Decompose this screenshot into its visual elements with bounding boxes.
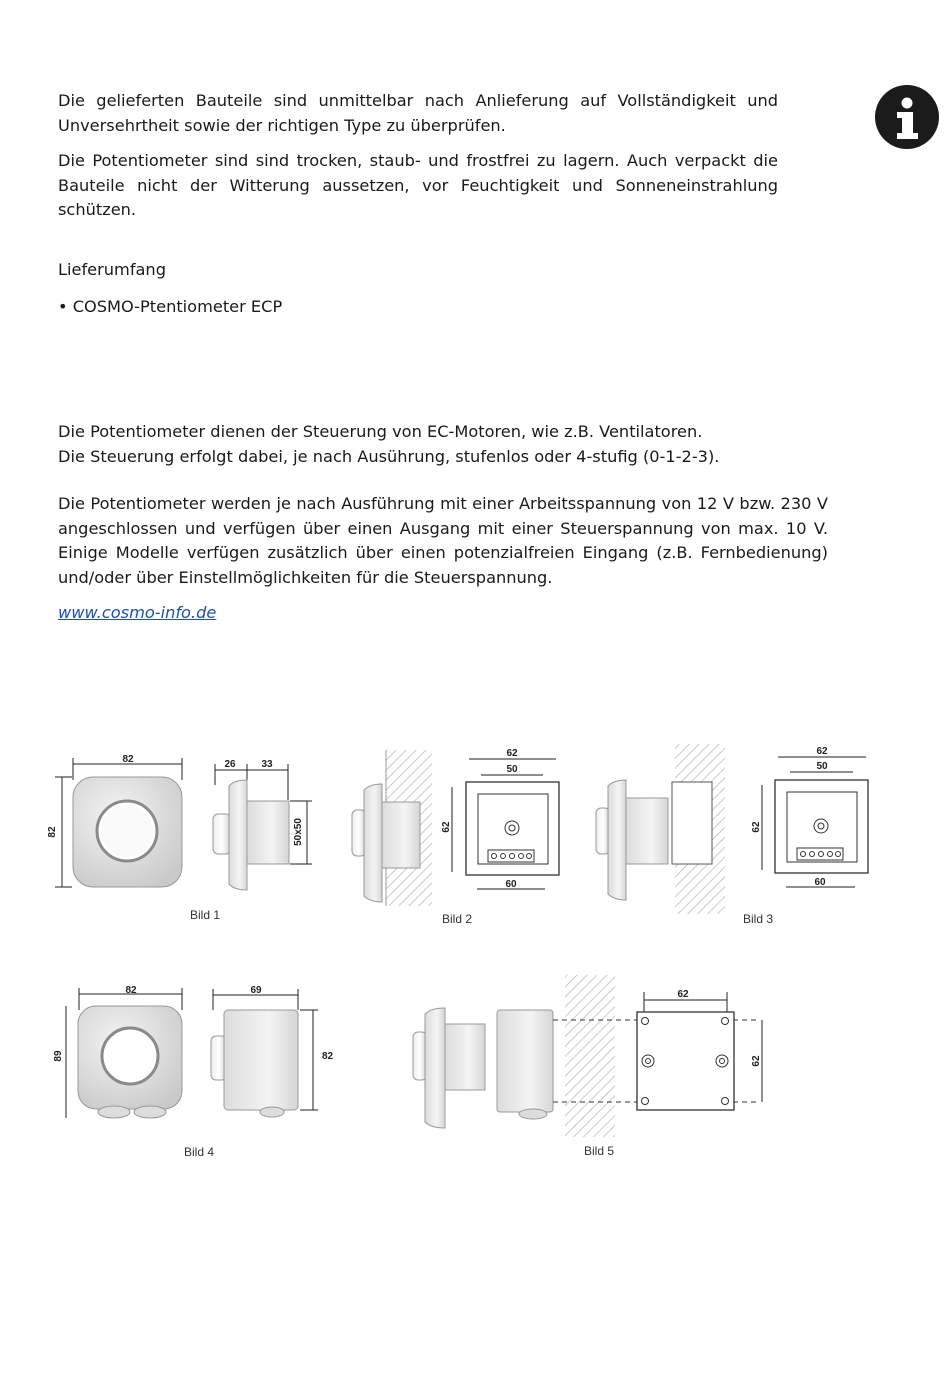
dim-bild4-height: 89: [53, 1050, 64, 1062]
caption-bild-4: Bild 4: [183, 1145, 215, 1159]
dim-bild5-width: 62: [677, 989, 689, 1000]
dim-bild3-outer: 62: [816, 746, 828, 757]
dim-bild2-inner: 50: [506, 764, 518, 775]
dim-bild1-height: 82: [47, 826, 58, 838]
paragraph-specifications: Die Potentiometer werden je nach Ausführung mit einer Arbeitsspannung von 12 V bzw. 230 V angeschlossen und verfügen über einen Ausgang mit einer Steuerspannung von max. 10 V. Einige Modelle verfügen zusätzlich über einen potenzialfreien Eingang (z.B. Fernbedienung) und/oder über Einstellmöglichkeiten für die Steuerspannung.: [58, 494, 828, 587]
dim-bild1-width: 82: [122, 754, 134, 765]
dim-bild3-inner: 50: [816, 761, 828, 772]
figure-bild-1: [47, 754, 312, 922]
dimension-drawings: [0, 730, 950, 1180]
usage-line-2: Die Steuerung erfolgt dabei, je nach Ausührung, stufenlos oder 4-stufig (0-1-2-3).: [58, 446, 720, 466]
figure-bild-5: [413, 975, 762, 1158]
info-icon: [875, 85, 939, 149]
paragraph-inspection: Die gelieferten Bauteile sind unmittelbar nach Anlieferung auf Vollständigkeit und Unversehrtheit sowie der richtigen Type zu überprüfen.: [58, 91, 778, 135]
dim-bild4-width: 82: [125, 985, 137, 996]
dim-bild3-bottom: 60: [814, 877, 826, 888]
paragraph-usage: [58, 420, 778, 469]
paragraph-storage: Die Potentiometer sind sind trocken, staub- und frostfrei zu lagern. Auch verpackt die Bauteile nicht der Witterung aussetzen, vor Feuchtigkeit und Sonneneinstrahlung schützen.: [58, 151, 778, 219]
dim-bild4-depth: 69: [250, 985, 262, 996]
dim-bild1-body: 50x50: [293, 818, 304, 846]
dim-bild1-depth-back: 33: [261, 759, 273, 770]
section-heading-lieferumfang: Lieferumfang: [58, 260, 166, 279]
dim-bild4-side-height: 82: [322, 1051, 334, 1062]
caption-bild-3: Bild 3: [742, 912, 774, 926]
caption-bild-1: Bild 1: [189, 908, 221, 922]
dim-bild2-outer: 62: [506, 748, 518, 759]
caption-bild-5: Bild 5: [583, 1144, 615, 1158]
figure-bild-3: [596, 744, 868, 926]
dim-bild2-side: 62: [441, 821, 452, 833]
website-link[interactable]: www.cosmo-info.de: [58, 603, 217, 622]
dim-bild2-bottom: 60: [505, 879, 517, 890]
dim-bild3-side: 62: [751, 821, 762, 833]
caption-bild-2: Bild 2: [441, 912, 473, 926]
figure-bild-2: [352, 748, 559, 926]
dim-bild1-depth-front: 26: [224, 759, 236, 770]
list-item: • COSMO-Ptentiometer ECP: [58, 297, 283, 316]
dim-bild5-height: 62: [751, 1055, 762, 1067]
usage-line-1: Die Potentiometer dienen der Steuerung von EC-Motoren, wie z.B. Ventilatoren.: [58, 422, 703, 441]
figure-bild-4: [53, 985, 334, 1159]
